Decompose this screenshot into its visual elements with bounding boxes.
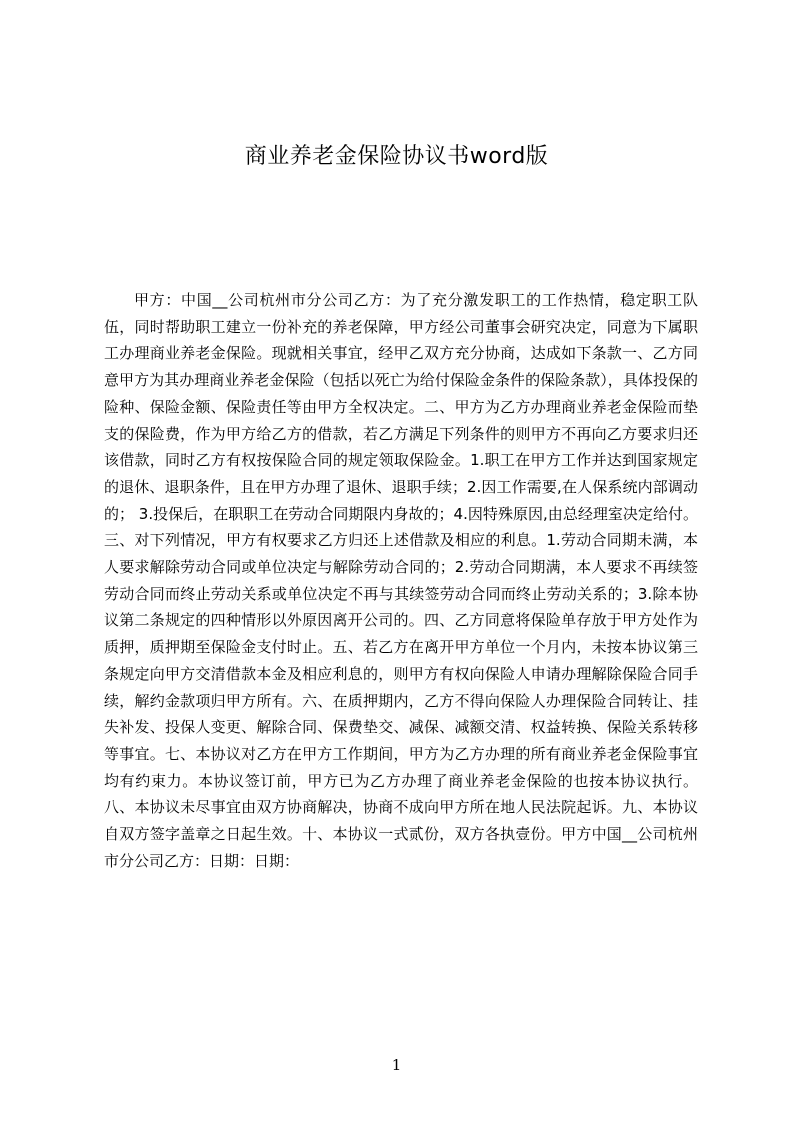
document-body: 甲方：中国__公司杭州市分公司乙方：为了充分激发职工的工作热情，稳定职工队伍，同时帮助职工建立一份补充的养老保障，甲方经公司董事会研究决定，同意为下属职工办理商业养老金保险。现就相关事宜，经甲乙双方充分协商，达成如下条款一、乙方同意甲方为其办理商业养老金保险（包括以死亡为给付保险金条件的保险条款），具体投保的险种、保险金额、保险责任等由甲方全权决定。二、甲方为乙方办理商业养老金保险而垫支的保险费，作为甲方给乙方的借款，若乙方满足下列条件的则甲方不再向乙方要求归还该借款，同时乙方有权按保险合同的规定领取保险金。1.职工在甲方工作并达到国家规定的退休、退职条件，且在甲方办理了退休、退职手续；2.因工作需要,在人保系统内部调动的； 3.投保后，在职职工在劳动合同期限内身故的；4.因特殊原因,由总经理室决定给付。 三、对下列情况，甲方有权要求乙方归还上述借款及相应的利息。1.劳动合同期未满，本人要求解除劳动合同或单位决定与解除劳动合同的；2.劳动合同期满，本人要求不再续签劳动合同而终止劳动关系或单位决定不再与其续签劳动合同而终止劳动关系的；3.除本协议第二条规定的四种情形以外原因离开公司的。四、乙方同意将保险单存放于甲方处作为质押，质押期至保险金支付时止。五、若乙方在离开甲方单位一个月内，未按本协议第三条规定向甲方交清借款本金及相应利息的，则甲方有权向保险人申请办理解除保险合同手续，解约金款项归甲方所有。六、在质押期内，乙方不得向保险人办理保险合同转让、挂失补发、投保人变更、解除合同、保费垫交、减保、减额交清、权益转换、保险关系转移等事宜。七、本协议对乙方在甲方工作期间，甲方为乙方办理的所有商业养老金保险事宜均有约束力。本协议签订前，甲方已为乙方办理了商业养老金保险的也按本协议执行。八、本协议未尽事宜由双方协商解决，协商不成向甲方所在地人民法院起诉。九、本协议自双方签字盖章之日起生效。十、本协议一式贰份，双方各执壹份。甲方中国__公司杭州市分公司乙方：日期：日期： (104, 291, 698, 870)
document-title: 商业养老金保险协议书word版 (244, 144, 549, 169)
page-number: 1 (391, 1056, 402, 1074)
